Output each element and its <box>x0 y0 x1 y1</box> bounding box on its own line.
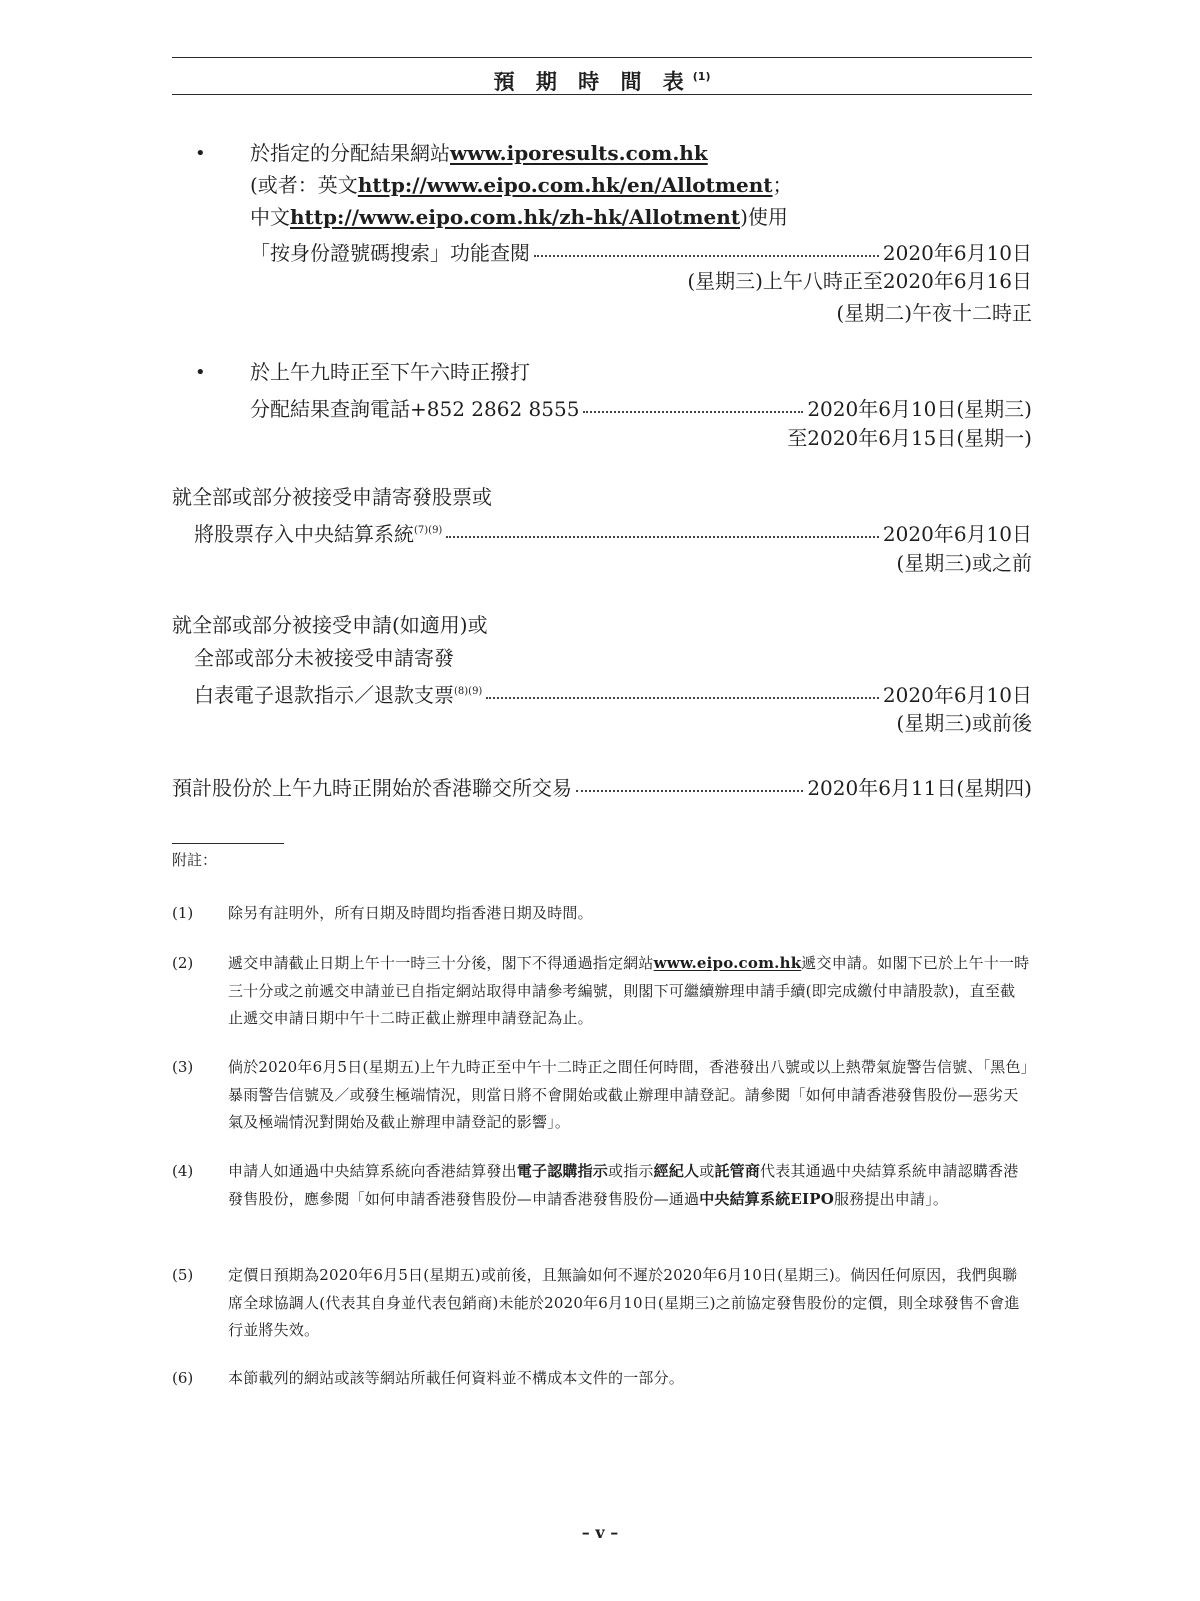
dot-leader <box>583 411 803 413</box>
s1-leader-row: 「按身份證號碼搜索」功能查閱 2020年6月10日 <box>250 241 1032 265</box>
dot-leader <box>486 697 879 699</box>
page-title: 預 期 時 間 表 $^{(1)}$ <box>493 70 711 94</box>
s2-line3: 至2020年6月15日(星期一) <box>787 426 1032 450</box>
s2-line1: 於上午九時正至下午六時正撥打 <box>250 360 530 384</box>
dot-leader <box>534 255 879 257</box>
eipo-link[interactable]: www.eipo.com.hk <box>653 954 802 972</box>
bullet-1: • <box>195 143 206 164</box>
page-number: – v – <box>581 1523 619 1542</box>
s2-leader-row: 分配結果查詢電話+852 2862 8555 2020年6月10日(星期三) <box>250 397 1032 421</box>
footnote-rule <box>172 843 284 844</box>
title-note: (1) <box>692 70 711 83</box>
s5-leader-row: 預計股份於上午九時正開始於香港聯交所交易 2020年6月11日(星期四) <box>172 776 1032 800</box>
iporesults-link[interactable]: www.iporesults.com.hk <box>450 141 708 165</box>
s1-line3: 中文http://www.eipo.com.hk/zh-hk/Allotment)使用 <box>250 205 788 229</box>
dot-leader <box>446 536 879 538</box>
document-page: 預 期 時 間 表 $^{(1)}$ • 於指定的分配結果網站www.iporesults.com.hk (或者：英文http://www.eipo.com.hk/en/Allotment； 中文http://www.eipo.com.hk/zh-hk/Allotment)使用 「按身份證號碼搜索」功能查閱 2020年6月10日 (星期三)上午八時正至2020年6月16日 (星期二)午夜十二時正 • 於上午九時正至下午六時正撥打 分配結果查詢電話+852 2862 8555 2020年6月10日(星期三) 至2020年6月15日(星期一) 就全部或部分被接受申請寄發股票或 將股票存入中央結算系統$^{(7)(9)}$ 2020年6月10日 (星期三)或之前 就全部或部分被接受申請(如適用)或 全部或部分未被接受申請寄發 白表電子退款指示／退款支票$^{(8)(9)}$ 2020年6月10日 (星期三)或前後 預計股份於上午九時正開始於香港聯交所交易 2020年6月11日(星期四) 附註： (1) 除另有註明外，所有日期及時間均指香港日期及時間。 (2) 遞交申請截止日期上午十一時三十分後，閣下不得通過指定網站www.eipo.com.hk遞交申請。如閣下已於上午十一時三十分或之前遞交申請並已自指定網站取得申請參考編號，則閣下可繼續辦理申請手續(即完成繳付申請股款)，直至截止遞交申請日期中午十二時正截止辦理申請登記為止。 (3) 倘於2020年6月5日(星期五)上午九時正至中午十二時正之間任何時間，香港發出八號或以上熱帶氣旋警告信號、「黑色」暴雨警告信號及／或發生極端情況，則當日將不會開始或截止辦理申請登記。請參閱「如何申請香港發售股份—惡劣天氣及極端情況對開始及截止辦理申請登記的影響」。 (4) 申請人如通過中央結算系統向香港結算發出電子認購指示或指示經紀人或託管商代表其通過中央結算系統申請認購香港發售股份，應參閱「如何申請香港發售股份—申請香港發售股份—通過中央結算系統EIPO服務提出申請」。 (5) 定價日預期為2020年6月5日(星期五)或前後，且無論如何不遲於2020年6月10日(星期三)。倘因任何原因，我們與聯席全球協調人(代表其自身並代表包銷商)未能於2020年6月10日(星期三)之前協定發售股份的定價，則全球發售不會進行並將失效。 (6) 本節載列的網站或該等網站所載任何資料並不構成本文件的一部分。 – v – <box>0 0 1200 1601</box>
s4-line1: 就全部或部分被接受申請(如適用)或 <box>172 613 488 637</box>
s1-line2: (或者：英文http://www.eipo.com.hk/en/Allotment； <box>250 173 793 197</box>
eipo-zh-link[interactable]: http://www.eipo.com.hk/zh-hk/Allotment <box>290 205 741 229</box>
footnote-heading: 附註： <box>172 851 218 869</box>
dot-leader <box>576 790 803 792</box>
s3-line3: (星期三)或之前 <box>896 551 1032 575</box>
top-rule <box>172 57 1032 58</box>
eipo-en-link[interactable]: http://www.eipo.com.hk/en/Allotment <box>357 173 773 197</box>
s1-line5: (星期三)上午八時正至2020年6月16日 <box>687 269 1032 293</box>
s4-line4: (星期三)或前後 <box>896 711 1032 735</box>
s4-line2: 全部或部分未被接受申請寄發 <box>194 646 454 670</box>
s4-leader-row: 白表電子退款指示／退款支票$^{(8)(9)}$ 2020年6月10日 <box>194 683 1032 707</box>
s1-line6: (星期二)午夜十二時正 <box>836 301 1032 325</box>
s3-line1: 就全部或部分被接受申請寄發股票或 <box>172 485 492 509</box>
s1-line1: 於指定的分配結果網站www.iporesults.com.hk <box>250 141 708 165</box>
s3-leader-row: 將股票存入中央結算系統$^{(7)(9)}$ 2020年6月10日 <box>194 522 1032 546</box>
bullet-2: • <box>195 362 206 383</box>
title-rule <box>172 94 1032 95</box>
